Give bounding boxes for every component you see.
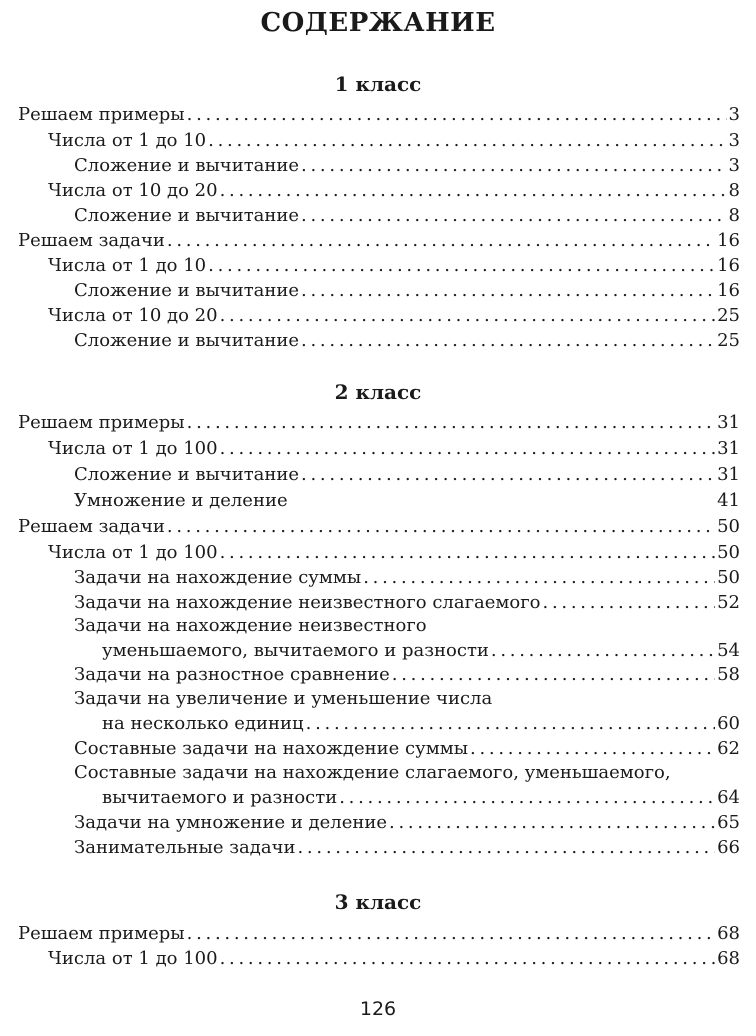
section-heading-grade-1: 1 класс (334, 72, 422, 96)
toc-entry[interactable]: Сложение и вычитание . . . 8 (74, 203, 740, 229)
toc-entry[interactable]: Решаем задачи . . . 16 (18, 228, 740, 254)
page-title: СОДЕРЖАНИЕ (260, 8, 496, 38)
toc-entry[interactable]: Задачи на умножение и деление . . . 65 (74, 810, 740, 836)
toc-entry-first-line: Задачи на нахождение неизвестного (74, 615, 427, 636)
toc-entry[interactable]: Решаем примеры . . . 3 (18, 102, 740, 128)
toc-entry[interactable]: вычитаемого и разности . . . 64 (102, 785, 740, 811)
toc-entry[interactable]: Числа от 1 до 10 . . . 16 (48, 253, 740, 279)
toc-entry[interactable]: Задачи на разностное сравнение . . . 58 (74, 662, 740, 688)
toc-entry[interactable]: Сложение и вычитание . . . 16 (74, 278, 740, 304)
toc-entry[interactable]: Задачи на нахождение суммы . . . 50 (74, 565, 740, 591)
toc-entry-first-line: Задачи на увеличение и уменьшение числа (74, 688, 493, 709)
toc-entry[interactable]: Числа от 1 до 100 . . . 50 (48, 540, 740, 566)
toc-entry[interactable]: Решаем задачи . . . 50 (18, 514, 740, 540)
toc-entry[interactable]: Задачи на нахождение неизвестного слагаемого . . . 52 (74, 590, 740, 616)
toc-entry[interactable]: Сложение и вычитание . . . 25 (74, 328, 740, 354)
toc-entry[interactable]: уменьшаемого, вычитаемого и разности . . . 54 (102, 638, 740, 664)
page-number: 126 (359, 998, 397, 1020)
toc-entry[interactable]: Решаем примеры . . . 68 (18, 921, 740, 947)
toc-entry[interactable]: на несколько единиц . . . 60 (102, 711, 740, 737)
toc-entry[interactable]: Числа от 1 до 100 . . . 68 (48, 946, 740, 972)
toc-entry[interactable]: Решаем примеры . . . 31 (18, 410, 740, 436)
toc-entry[interactable]: Числа от 10 до 20 . . . 25 (48, 303, 740, 329)
toc-entry[interactable]: Сложение и вычитание . . . 3 (74, 153, 740, 179)
toc-entry[interactable]: Числа от 1 до 10 . . . 3 (48, 128, 740, 154)
toc-entry-no-leader[interactable]: Умножение и деление 41 (74, 490, 740, 511)
toc-entry[interactable]: Сложение и вычитание . . . 31 (74, 462, 740, 488)
toc-entry[interactable]: Числа от 10 до 20 . . . 8 (48, 178, 740, 204)
toc-entry[interactable]: Числа от 1 до 100 . . . 31 (48, 436, 740, 462)
section-heading-grade-3: 3 класс (334, 890, 422, 914)
toc-entry[interactable]: Составные задачи на нахождение суммы . . . 62 (74, 736, 740, 762)
toc-entry-first-line: Составные задачи на нахождение слагаемого, уменьшаемого, (74, 762, 671, 783)
section-heading-grade-2: 2 класс (334, 380, 422, 404)
toc-entry[interactable]: Занимательные задачи . . . 66 (74, 835, 740, 861)
